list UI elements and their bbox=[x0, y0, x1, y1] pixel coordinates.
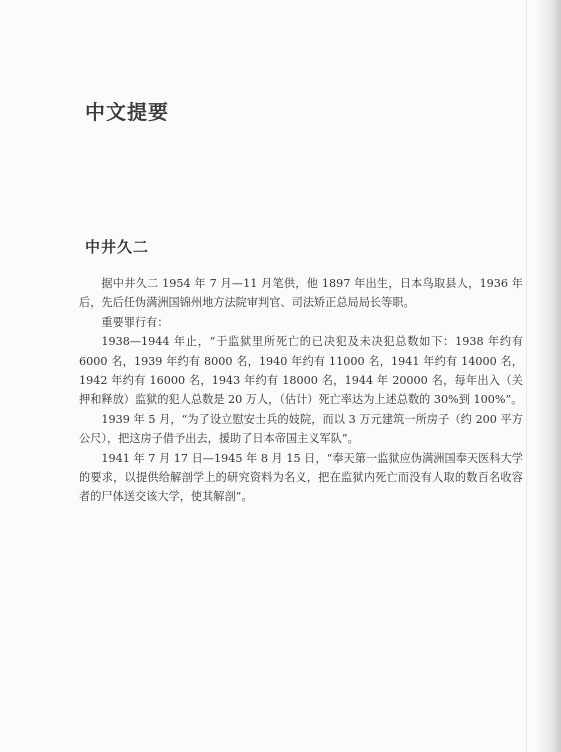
paragraph-brothel: 1939 年 5 月，“为了设立慰安士兵的妓院，而以 3 万元建筑一所房子（约 200 平方公尺），把这房子借予出去，援助了日本帝国主义军队”。 bbox=[79, 412, 523, 446]
paragraph-crimes-intro: 重要罪行有： bbox=[101, 315, 169, 329]
summary-body bbox=[79, 274, 523, 507]
section-title: 中文提要 bbox=[85, 100, 169, 124]
author-name: 中井久二 bbox=[85, 238, 150, 256]
paragraph-biography: 据中井久二 1954 年 7 月—11 月笔供，他 1897 年出生，日本鸟取县人，1936 年后，先后任伪满洲国锦州地方法院审判官、司法矫正总局局长等职。 bbox=[79, 277, 523, 310]
paragraph-prison-deaths: 1938—1944 年止，“于监狱里所死亡的已决犯及未决犯总数如下：1938 年约有 6000 名，1939 年约有 8000 名，1940 年约有 11000 名，1941 年约有 14000 名，1942 年约有 16000 名，1943 年约有 18000 名，1944 年 20000 名，每年出入（关押和释放）监狱的犯人总数是 20 万人，（估计）死亡率达为上述总数的 30%到 100%”。 bbox=[79, 335, 523, 407]
page-binding-shadow bbox=[535, 0, 561, 752]
paragraph-dissection: 1941 年 7 月 17 日—1945 年 8 月 15 日，“奉天第一监狱应伪满洲国奉天医科大学的要求，以提供给解剖学上的研究资料为名义，把在监狱内死亡而没有人取的数百名收容者的尸体送交该大学，使其解剖”。 bbox=[79, 451, 523, 504]
page-edge-line bbox=[526, 0, 527, 752]
